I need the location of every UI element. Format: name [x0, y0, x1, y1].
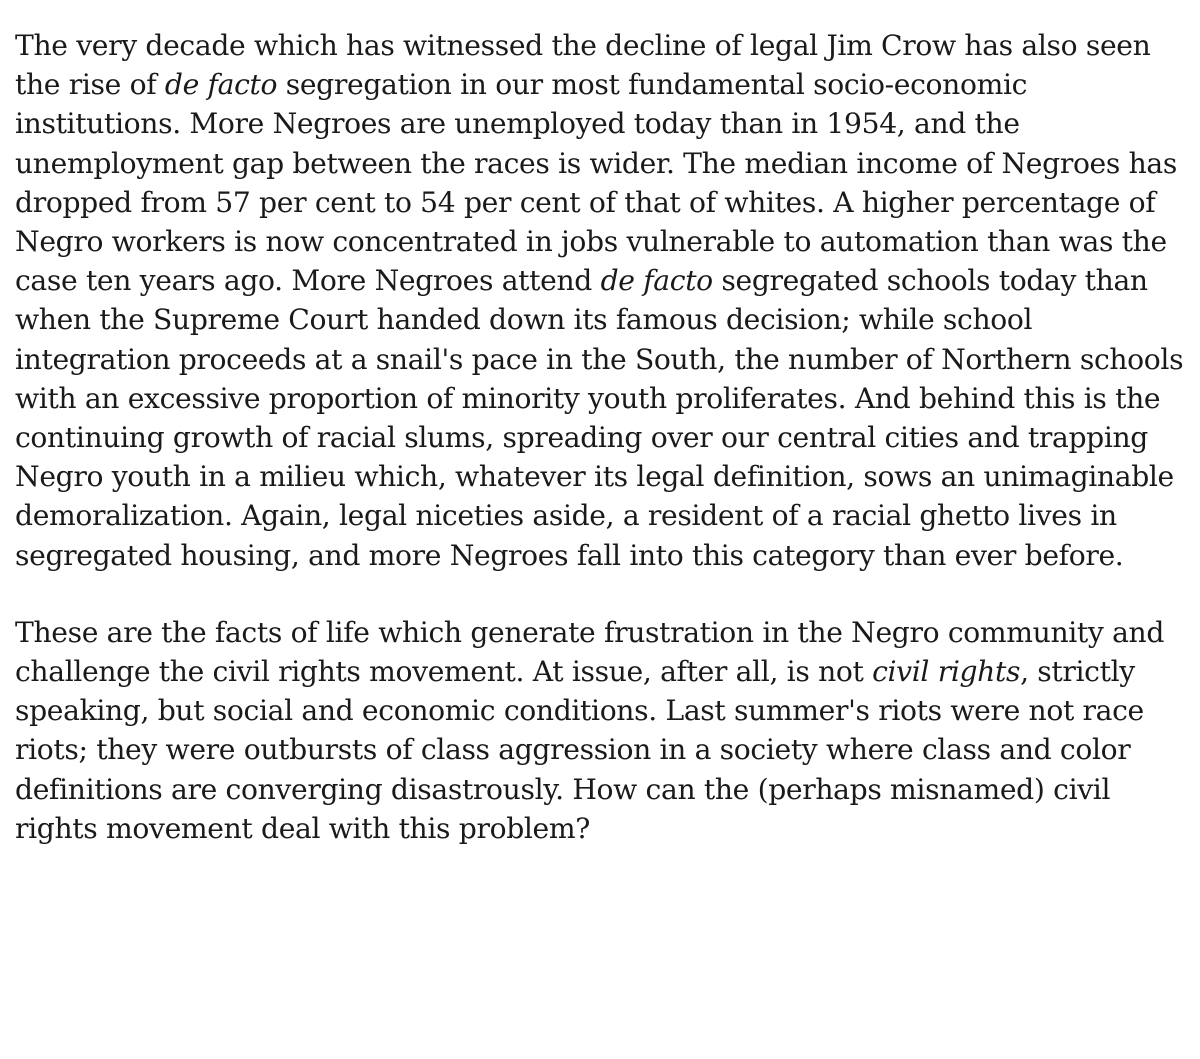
- paragraph-text: , strictly speaking, but social and economic conditions. Last summer's riots were not race riots; they were outbursts of class aggression in a society where class and color definitions are converging disastrously. How can the (perhaps misnamed) civil rights movement deal with this problem?: [15, 655, 1144, 845]
- paragraph-text: The very decade which has witnessed the decline of legal Jim Crow has also seen the rise of: [15, 29, 1151, 102]
- paragraph-text: segregated schools today than when the Supreme Court handed down its famous decision; while school integration proceeds at a snail's pace in the South, the number of Northern schools with an excessive proportion of minority youth proliferates. And behind this is the continuing growth of racial slums, spreading over our central cities and trapping Negro youth in a milieu which, whatever its legal definition, sows an unimaginable demoralization. Again, legal niceties aside, a resident of a racial ghetto lives in segregated housing, and more Negroes fall into this category than ever before.: [15, 264, 1184, 572]
- italic-phrase: de facto: [600, 264, 713, 298]
- italic-phrase: civil rights: [872, 655, 1021, 689]
- paragraph-1: [15, 26, 1186, 575]
- paragraph-text: segregation in our most fundamental socio-economic institutions. More Negroes are unemployed today than in 1954, and the unemployment gap between the races is wider. The median income of Negroes has dropped from 57 per cent to 54 per cent of that of whites. A higher percentage of Negro workers is now concentrated in jobs vulnerable to automation than was the case ten years ago. More Negroes attend: [15, 68, 1177, 298]
- paragraph-text: These are the facts of life which generate frustration in the Negro community and challenge the civil rights movement. At issue, after all, is not: [15, 615, 1165, 689]
- article-body: [15, 26, 1186, 848]
- paragraph-2: [15, 613, 1186, 848]
- italic-phrase: de facto: [164, 68, 278, 102]
